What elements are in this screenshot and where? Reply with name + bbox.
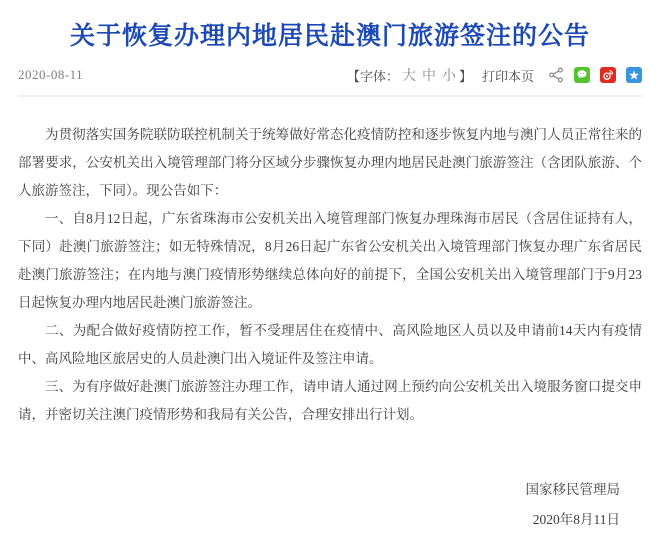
font-size-label-close: 】: [458, 68, 472, 84]
signature-org: 国家移民管理局: [525, 482, 620, 497]
font-size-label-open: 【字体：: [346, 68, 399, 84]
meta-row: [18, 64, 642, 86]
weibo-icon[interactable]: [600, 67, 616, 83]
paragraph-item-2: 二、为配合做好疫情防控工作，暂不受理居住在疫情中、高风险地区人员以及申请前14天内有疫情中、高风险地区旅居史的人员赴澳门出入境证件及签注申请。: [18, 323, 642, 366]
publish-date: 2020-08-11: [18, 67, 84, 82]
wechat-icon[interactable]: [574, 67, 590, 83]
article-body: [18, 97, 642, 429]
signature-block: [18, 475, 642, 535]
print-button[interactable]: 打印本页: [481, 68, 534, 84]
signature-date: 2020年8月11日: [532, 512, 620, 527]
share-icon[interactable]: [548, 67, 564, 83]
page-title: 关于恢复办理内地居民赴澳门旅游签注的公告: [69, 22, 590, 50]
paragraph-intro: 为贯彻落实国务院联防联控机制关于统筹做好常态化疫情防控和逐步恢复内地与澳门人员正常往来的部署要求，公安机关出入境管理部门将分区域分步骤恢复办理内地居民赴澳门旅游签注（含团队旅游、个人旅游签注，下同）。现公告如下：: [18, 127, 642, 198]
toolbar: [347, 65, 642, 85]
font-size-medium-button[interactable]: 中: [421, 69, 436, 84]
paragraph-item-1: 一、自8月12日起，广东省珠海市公安机关出入境管理部门恢复办理珠海市居民（含居住证持有人，下同）赴澳门旅游签注；如无特殊情况，8月26日起广东省公安机关出入境管理部门恢复办理广东省居民赴澳门旅游签注；在内地与澳门疫情形势继续总体向好的前提下，全国公安机关出入境管理部门于9月23日起恢复办理内地居民赴澳门旅游签注。: [18, 211, 642, 310]
share-bar: [548, 67, 642, 83]
star-icon[interactable]: [626, 67, 642, 83]
paragraph-item-3: 三、为有序做好赴澳门旅游签注办理工作，请申请人通过网上预约向公安机关出入境服务窗口提交申请，并密切关注澳门疫情形势和我局有关公告，合理安排出行计划。: [18, 379, 642, 422]
font-size-small-button[interactable]: 小: [441, 69, 456, 84]
font-size-large-button[interactable]: 大: [401, 69, 416, 84]
